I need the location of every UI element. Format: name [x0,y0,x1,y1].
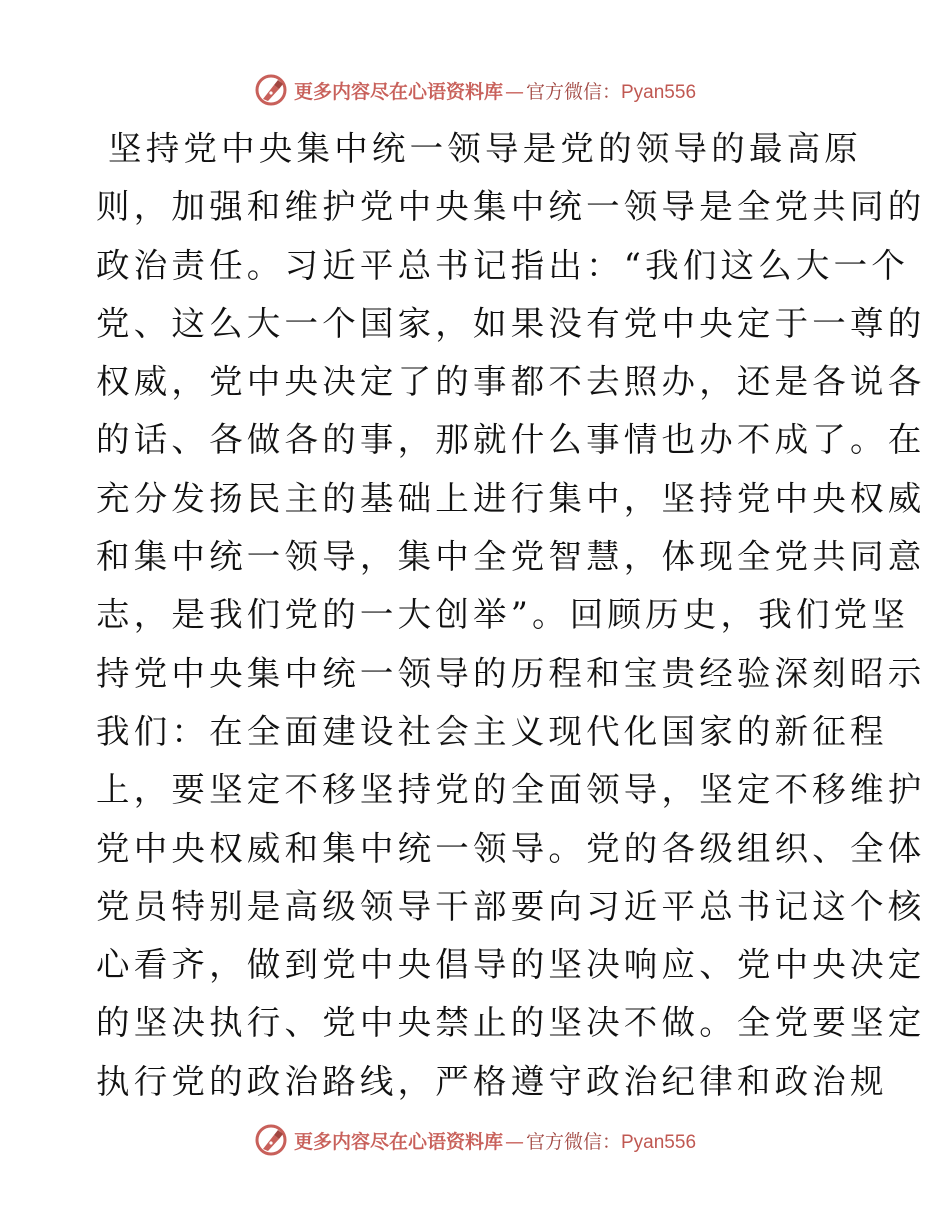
footer-watermark [0,1120,950,1160]
text-line: 充分发扬民主的基础上进行集中，坚持党中央权威 [96,478,926,518]
text-line: 则，加强和维护党中央集中统一领导是全党共同的 [96,187,926,227]
text-line: 党中央权威和集中统一领导。党的各级组织、全体 [96,828,926,868]
text-line: 心看齐，做到党中央倡导的坚决响应、党中央决定 [96,945,926,985]
text-line: 志，是我们党的一大创举”。回顾历史，我们党坚 [96,595,910,635]
watermark-wechat-label: 官方微信： [525,1130,621,1153]
text-line: 政治责任。习近平总书记指出：“我们这么大一个 [96,245,910,285]
text-line: 的话、各做各的事，那就什么事情也办不成了。在 [96,420,926,460]
header-watermark [0,70,950,110]
pen-nib-circle-icon [254,73,288,107]
text-line: 持党中央集中统一领导的历程和宝贵经验深刻昭示 [96,653,926,693]
pen-nib-circle-icon [254,1123,288,1157]
text-line: 权威，党中央决定了的事都不去照办，还是各说各 [96,362,926,402]
text-line: 党员特别是高级领导干部要向习近平总书记这个核 [96,886,926,926]
watermark-main: 更多内容尽在心语资料库 [293,80,503,103]
text-line: 坚持党中央集中统一领导是党的领导的最高原 [108,129,862,168]
text-line: 的坚决执行、党中央禁止的坚决不做。全党要坚定 [96,1003,926,1043]
watermark-text [294,1127,696,1154]
text-line: 我们：在全面建设社会主义现代化国家的新征程 [96,711,888,751]
text-line: 和集中统一领导，集中全党智慧，体现全党共同意 [96,537,926,577]
document-body [96,120,926,1111]
text-line: 执行党的政治路线，严格遵守政治纪律和政治规 [96,1061,888,1101]
watermark-dash: — [504,1130,524,1153]
watermark-wechat-id: Pyan556 [621,1131,697,1153]
watermark-wechat-label: 官方微信： [525,80,621,103]
watermark-dash: — [504,80,524,103]
watermark-wechat-id: Pyan556 [621,81,697,103]
watermark-main: 更多内容尽在心语资料库 [293,1130,503,1153]
text-line: 上，要坚定不移坚持党的全面领导，坚定不移维护 [96,770,926,810]
text-line: 党、这么大一个国家，如果没有党中央定于一尊的 [96,303,926,343]
watermark-text [294,77,696,104]
